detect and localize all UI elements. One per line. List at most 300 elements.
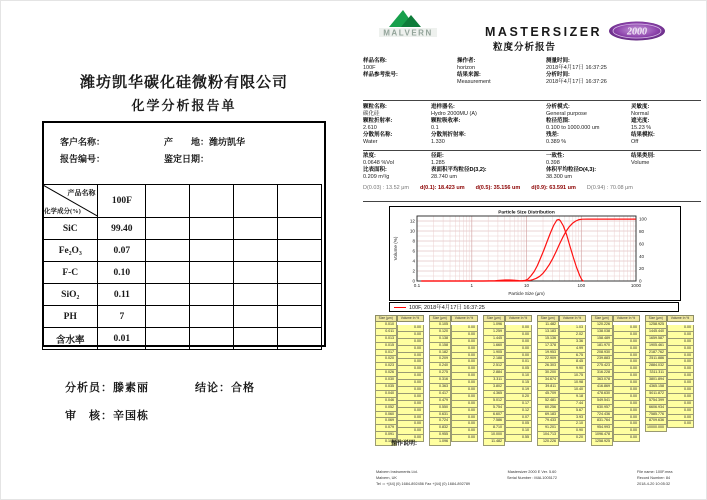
size-cell: 0.010	[375, 322, 397, 329]
volume-cell: 0.00	[397, 415, 424, 422]
svg-text:80: 80	[639, 229, 645, 235]
chemical-report-page	[1, 1, 357, 500]
volume-cell: 0.00	[451, 428, 478, 435]
size-cell: 4365.158	[645, 384, 667, 391]
size-cell: 0.417	[429, 391, 451, 398]
svg-text:Volume (%): Volume (%)	[393, 236, 398, 261]
volume-cell: 0.90	[559, 428, 586, 435]
volume-cell: 0.00	[451, 394, 478, 401]
size-cell: 416.869	[591, 384, 613, 391]
param-cell: 分散剂名称: Water	[363, 132, 393, 145]
size-cell: 0.120	[429, 329, 451, 336]
percentile-value: d(0.5): 35.156 um	[475, 185, 521, 191]
footer-line: Malvern, UK	[376, 476, 397, 481]
malvern-logo-icon	[377, 6, 441, 40]
volume-cell: 10.75	[559, 373, 586, 380]
volume-cell: 0.05	[505, 366, 532, 373]
svg-text:Particle Size Distribution: Particle Size Distribution	[498, 210, 555, 216]
mastersizer-title: MASTERSIZER	[485, 25, 603, 39]
svg-text:10: 10	[409, 228, 415, 234]
size-cell: 158.489	[591, 336, 613, 343]
size-cell: 0.275	[429, 370, 451, 377]
size-cell: 0.631	[429, 412, 451, 419]
svg-text:8: 8	[412, 238, 415, 244]
svg-text:MALVERN: MALVERN	[383, 28, 433, 38]
size-cell: 0.105	[375, 439, 397, 446]
size-cell: 831.764	[591, 418, 613, 425]
param-cell: 进样器名: Hydro 2000MU (A)	[431, 104, 477, 117]
volume-cell: 0.10	[505, 373, 532, 380]
size-cell: 5754.399	[645, 398, 667, 405]
report-title: 化学分析报告单	[131, 98, 237, 113]
size-cell: 2.884	[483, 370, 505, 377]
volume-cell: 0.00	[397, 428, 424, 435]
svg-text:0.1: 0.1	[413, 283, 421, 288]
size-cell: 0.040	[375, 391, 397, 398]
size-cell: 39.811	[537, 384, 559, 391]
volume-cell: 9.18	[559, 394, 586, 401]
percentile-value: D(0.03) : 13.52 μm	[363, 185, 409, 191]
volume-cell: 0.00	[451, 353, 478, 360]
param-row	[363, 72, 703, 86]
size-cell: 52.481	[537, 398, 559, 405]
size-cell: 5011.872	[645, 391, 667, 398]
size-cell: 0.091	[375, 432, 397, 439]
volume-cell: 0.00	[397, 325, 424, 332]
svg-text:100: 100	[577, 283, 586, 288]
param-cell: 结果模拟: Off	[631, 132, 655, 145]
table-row: PH 7	[43, 306, 322, 328]
svg-text:4: 4	[412, 258, 415, 264]
volume-cell: 0.00	[397, 339, 424, 346]
size-cell: 954.993	[591, 425, 613, 432]
size-cell: 724.436	[591, 412, 613, 419]
size-cell: 0.479	[429, 398, 451, 405]
volume-cell: 2.10	[559, 421, 586, 428]
size-cell: 2884.032	[645, 363, 667, 370]
volume-cell: 0.00	[613, 353, 640, 360]
volume-cell: 0.00	[613, 346, 640, 353]
size-cell: 1.660	[483, 343, 505, 350]
reviewer-signature: 审 核：辛国栋	[65, 410, 149, 422]
volume-cell: 0.00	[397, 387, 424, 394]
param-cell: 表面积平均粒径D(3,2): 28.740 um	[431, 167, 487, 180]
volume-cell: 0.00	[613, 373, 640, 380]
param-cell: 粒径范围: 0.100 to 1000.000 um	[546, 118, 600, 131]
size-cell: 1905.461	[645, 343, 667, 350]
volume-cell: 10.98	[559, 380, 586, 387]
size-cell: 120.226	[537, 439, 559, 446]
size-cell: 0.035	[375, 384, 397, 391]
footer-instrument	[507, 469, 557, 481]
size-cell: 0.017	[375, 350, 397, 357]
volume-cell: 8.45	[559, 359, 586, 366]
param-cell: 颗粒折射率: 2.610	[363, 118, 393, 131]
size-cell: 549.541	[591, 398, 613, 405]
volume-cell: 0.05	[505, 421, 532, 428]
mastersizer-2000-logo	[607, 20, 667, 42]
size-cell: 138.038	[591, 329, 613, 336]
size-cell: 0.240	[429, 363, 451, 370]
psd-chart-svg	[390, 207, 678, 297]
volume-cell: 0.00	[451, 421, 478, 428]
size-cell: 1258.925	[645, 322, 667, 329]
size-cell: 363.078	[591, 377, 613, 384]
size-cell: 0.026	[375, 370, 397, 377]
divider	[363, 150, 701, 151]
volume-cell: 0.12	[505, 408, 532, 415]
param-cell: 遮光度: 15.23 %	[631, 118, 652, 131]
footer-line: Tel := +[44] (0) 1684-892456 Fax +[44] (0) 1684-892789	[376, 482, 471, 487]
volume-cell: 0.00	[451, 435, 478, 442]
product-name-cell: 100F	[98, 185, 146, 218]
size-cell: 0.182	[429, 350, 451, 357]
size-table-group: Size (µm) 1.096 1.259 1.445 1.660 1.905 2.188 2.512 2.884 3.311 3.802 4.365 5.012 5.754 6.607 7.586 8.710 10.000 11.482 Volume In % 0.00 0.00 0.00 0.00 0.00 0.01 0.05 0.10 0.15 0.19 0.20 0.17 0.12 0.07 0.05 0.10 0.55	[483, 315, 532, 446]
size-cell: 11.482	[537, 322, 559, 329]
percentile-line	[363, 185, 701, 191]
size-cell: 0.079	[375, 425, 397, 432]
size-cell: 316.228	[591, 370, 613, 377]
size-cell: 8709.636	[645, 418, 667, 425]
svg-text:12: 12	[409, 218, 415, 224]
mastersizer-report-page	[357, 1, 707, 500]
size-cell: 45.709	[537, 391, 559, 398]
volume-cell: 0.00	[667, 415, 694, 422]
param-row	[363, 104, 703, 118]
size-cell: 239.883	[591, 356, 613, 363]
size-cell: 120.226	[591, 322, 613, 329]
size-cell: 1.905	[483, 350, 505, 357]
size-cell: 104.713	[537, 432, 559, 439]
customer-name-label: 客户名称：	[60, 137, 106, 147]
table-row: 含水率 0.01	[43, 328, 322, 350]
volume-cell: 0.00	[397, 353, 424, 360]
volume-cell: 0.00	[613, 415, 640, 422]
size-cell: 0.060	[375, 412, 397, 419]
volume-cell: 0.00	[667, 366, 694, 373]
volume-cell: 0.00	[613, 421, 640, 428]
conclusion: 结论：合格	[195, 382, 255, 394]
param-cell: 残差: 0.389 %	[546, 132, 567, 145]
size-cell: 91.201	[537, 425, 559, 432]
volume-cell: 0.00	[397, 435, 424, 442]
size-cell: 2511.886	[645, 356, 667, 363]
size-table-group: Size (µm) 11.482 13.183 15.136 17.378 19.953 22.909 26.303 30.200 34.674 39.811 45.709 52.481 60.256 69.183 79.433 91.201 104.713 120.226 Volume In % 1.03 2.02 3.36 4.99 6.75 8.45 9.90 10.75 10.98 10.40 9.18 7.44 5.67 3.93 2.10 0.90 0.20	[537, 315, 586, 446]
volume-cell: 0.00	[451, 373, 478, 380]
legend-line-sample	[394, 307, 406, 308]
volume-cell: 0.00	[667, 394, 694, 401]
param-cell: 颗粒名称: 碳化硅	[363, 104, 387, 117]
volume-cell: 0.15	[505, 380, 532, 387]
size-cell: 15.136	[537, 336, 559, 343]
size-cell: 2187.762	[645, 350, 667, 357]
size-cell: 7.586	[483, 418, 505, 425]
svg-text:0: 0	[639, 278, 642, 284]
size-cell: 0.069	[375, 418, 397, 425]
size-cell: 0.209	[429, 356, 451, 363]
param-cell: 分散剂折射率: 1.330	[431, 132, 466, 145]
table-row: SiC 99.40	[43, 218, 322, 240]
volume-cell: 7.44	[559, 401, 586, 408]
size-cell: 0.030	[375, 377, 397, 384]
svg-text:2: 2	[412, 268, 415, 274]
volume-cell: 0.00	[613, 359, 640, 366]
volume-cell: 0.00	[613, 380, 640, 387]
size-cell: 10000.000	[645, 425, 667, 432]
divider	[363, 201, 701, 202]
volume-cell: 0.00	[667, 380, 694, 387]
volume-cell: 0.00	[451, 332, 478, 339]
volume-cell: 0.00	[667, 401, 694, 408]
size-cell: 0.724	[429, 418, 451, 425]
volume-cell: 0.10	[505, 428, 532, 435]
volume-cell: 0.00	[667, 339, 694, 346]
param-cell: 比表面积: 0.209 m²/g	[363, 167, 390, 180]
volume-cell: 0.00	[613, 394, 640, 401]
volume-cell: 0.55	[505, 435, 532, 442]
size-cell: 208.930	[591, 350, 613, 357]
size-cell: 8.710	[483, 425, 505, 432]
volume-cell: 0.00	[613, 366, 640, 373]
size-cell: 0.955	[429, 432, 451, 439]
volume-cell: 0.00	[613, 339, 640, 346]
size-cell: 60.256	[537, 405, 559, 412]
volume-cell: 0.00	[397, 346, 424, 353]
volume-cell: 10.40	[559, 387, 586, 394]
volume-cell: 4.99	[559, 346, 586, 353]
svg-text:1: 1	[470, 283, 474, 288]
volume-cell: 0.00	[451, 387, 478, 394]
size-cell: 22.909	[537, 356, 559, 363]
param-cell: 颗粒吸收率: 0.1	[431, 118, 461, 131]
footer-line: File name: 100F.mea	[637, 470, 673, 474]
size-cell: 478.630	[591, 391, 613, 398]
size-cell: 10.000	[483, 432, 505, 439]
volume-cell: 0.20	[505, 394, 532, 401]
volume-cell: 0.00	[451, 339, 478, 346]
size-cell: 3801.894	[645, 377, 667, 384]
size-cell: 0.158	[429, 343, 451, 350]
volume-cell: 0.00	[505, 325, 532, 332]
size-cell: 275.423	[591, 363, 613, 370]
param-cell: 结果来源: Measurement	[457, 72, 491, 85]
footer-line: Mastersizer 2000 E Ver. 5.60	[507, 470, 557, 474]
size-cell: 79.433	[537, 418, 559, 425]
volume-cell: 0.00	[505, 339, 532, 346]
svg-text:40: 40	[639, 253, 645, 259]
param-cell: 分析模式: General purpose	[546, 104, 587, 117]
param-cell: 结果类别: Volume	[631, 153, 655, 166]
param-cell: 灵敏度: Normal	[631, 104, 650, 117]
size-cell: 0.550	[429, 405, 451, 412]
size-table-group: Size (µm) 0.105 0.120 0.138 0.158 0.182 0.209 0.240 0.275 0.316 0.363 0.417 0.479 0.550 0.631 0.724 0.832 0.955 1.096 Volume In % 0.00 0.00 0.00 0.00 0.00 0.00 0.00 0.00 0.00 0.00 0.00 0.00 0.00 0.00 0.00 0.00 0.00	[429, 315, 478, 446]
size-cell: 3.311	[483, 377, 505, 384]
volume-cell: 0.00	[613, 428, 640, 435]
volume-cell: 0.00	[667, 325, 694, 332]
param-cell: 一致性: 0.398	[546, 153, 565, 166]
size-cell: 0.105	[429, 322, 451, 329]
volume-cell: 0.00	[613, 332, 640, 339]
size-cell: 181.970	[591, 343, 613, 350]
volume-cell: 0.00	[667, 353, 694, 360]
svg-text:2000: 2000	[627, 26, 647, 38]
volume-cell: 0.00	[451, 415, 478, 422]
svg-text:1000: 1000	[630, 283, 642, 288]
volume-cell: 0.00	[397, 359, 424, 366]
size-cell: 5.754	[483, 405, 505, 412]
volume-cell: 0.00	[451, 408, 478, 415]
size-cell: 13.183	[537, 329, 559, 336]
origin-field: 产 地：潍坊凯华	[164, 137, 246, 147]
size-cell: 11.482	[483, 439, 505, 446]
size-cell: 1096.478	[591, 432, 613, 439]
param-cell: 径距: 1.285	[431, 153, 445, 166]
volume-cell: 0.00	[397, 332, 424, 339]
param-row	[363, 118, 703, 132]
size-table-group: Size (µm) 120.226 138.038 158.489 181.970 208.930 239.883 275.423 316.228 363.078 416.869 478.630 549.541 630.957 724.436 831.764 954.993 1096.478 1258.925 Volume In % 0.00 0.00 0.00 0.00 0.00 0.00 0.00 0.00 0.00 0.00 0.00 0.00 0.00 0.00 0.00 0.00 0.00	[591, 315, 640, 446]
volume-cell: 0.17	[505, 401, 532, 408]
param-cell: 测量时间: 2018年4月17日 16:37:25	[546, 58, 607, 71]
table-row: SiO₂ 0.11	[43, 284, 322, 306]
size-cell: 0.013	[375, 336, 397, 343]
size-cell: 1659.587	[645, 336, 667, 343]
volume-cell: 0.00	[451, 366, 478, 373]
footer-line: 2018-4-20 10:05:32	[637, 482, 671, 487]
svg-text:Particle Size (µm): Particle Size (µm)	[508, 291, 545, 296]
size-cell: 2.188	[483, 356, 505, 363]
size-cell: 6606.934	[645, 405, 667, 412]
size-cell: 1.096	[429, 439, 451, 446]
volume-cell: 1.03	[559, 325, 586, 332]
size-cell: 1.096	[483, 322, 505, 329]
size-cell: 7585.776	[645, 412, 667, 419]
size-cell: 0.316	[429, 377, 451, 384]
param-row	[363, 132, 703, 146]
footer-line: Record Number: 84	[637, 476, 671, 481]
percentile-value: D(0.94) : 70.08 μm	[586, 185, 633, 191]
volume-cell: 0.00	[613, 408, 640, 415]
volume-cell: 3.36	[559, 339, 586, 346]
size-cell: 0.023	[375, 363, 397, 370]
svg-text:20: 20	[639, 266, 645, 272]
volume-cell: 0.00	[613, 401, 640, 408]
volume-cell: 0.00	[451, 380, 478, 387]
volume-cell: 0.00	[397, 380, 424, 387]
size-cell: 630.957	[591, 405, 613, 412]
volume-cell: 0.00	[505, 332, 532, 339]
volume-cell: 0.00	[667, 359, 694, 366]
param-cell: 浓度: 0.0648 %Vol	[363, 153, 394, 166]
size-cell: 34.674	[537, 377, 559, 384]
volume-cell: 0.00	[613, 387, 640, 394]
volume-cell: 0.20	[559, 435, 586, 442]
param-cell: 体积平均粒径D(4,3): 38.300 um	[546, 167, 597, 180]
footer-file-info	[637, 469, 672, 487]
size-cell: 1.445	[483, 336, 505, 343]
volume-cell: 0.00	[451, 401, 478, 408]
size-cell: 0.363	[429, 384, 451, 391]
size-cell: 0.052	[375, 405, 397, 412]
volume-cell: 0.00	[667, 387, 694, 394]
param-cell: 样品名称: 100F	[363, 58, 387, 71]
size-distribution-table	[375, 315, 694, 446]
report-table-box	[42, 121, 326, 347]
size-cell: 69.183	[537, 412, 559, 419]
legend-label: 100F, 2018年4月17日 16:37:25	[409, 305, 485, 311]
volume-cell: 0.00	[397, 421, 424, 428]
size-cell: 3.802	[483, 384, 505, 391]
volume-cell: 0.00	[451, 325, 478, 332]
volume-cell: 0.00	[613, 435, 640, 442]
size-table-group: Size (µm) 1258.925 1445.440 1659.587 1905.461 2187.762 2511.886 2884.032 3311.311 3801.894 4365.158 5011.872 5754.399 6606.934 7585.776 8709.636 10000.000 Volume In % 0.00 0.00 0.00 0.00 0.00 0.00 0.00 0.00 0.00 0.00 0.00 0.00 0.00 0.00 0.00	[645, 315, 694, 446]
volume-cell: 9.90	[559, 366, 586, 373]
size-cell: 17.378	[537, 343, 559, 350]
volume-cell: 0.07	[505, 415, 532, 422]
volume-cell: 0.00	[667, 346, 694, 353]
size-cell: 3311.311	[645, 370, 667, 377]
volume-cell: 0.00	[397, 401, 424, 408]
size-cell: 30.200	[537, 370, 559, 377]
table-header-row	[43, 185, 322, 218]
volume-cell: 2.02	[559, 332, 586, 339]
psd-chart	[389, 206, 681, 301]
table-row: Fe₂O₃ 0.07	[43, 240, 322, 262]
size-cell: 2.512	[483, 363, 505, 370]
percentile-value: d(0.9): 63.591 um	[531, 185, 576, 191]
percentile-value: d(0.1): 18.423 um	[419, 185, 465, 191]
param-row	[363, 153, 703, 167]
volume-cell: 0.00	[451, 359, 478, 366]
svg-text:100: 100	[639, 216, 647, 222]
svg-text:60: 60	[639, 241, 645, 247]
analyst-signature: 分析员：滕素丽	[65, 382, 149, 394]
table-row: F-C 0.10	[43, 262, 322, 284]
param-row	[363, 167, 703, 181]
operation-notes-label: 操作说明:	[391, 441, 417, 447]
volume-cell: 3.93	[559, 415, 586, 422]
volume-cell: 0.00	[397, 366, 424, 373]
size-cell: 0.046	[375, 398, 397, 405]
param-cell: 样品参考批号:	[363, 72, 398, 78]
date-label: 鉴定日期：	[164, 154, 210, 164]
svg-text:10: 10	[523, 283, 530, 288]
size-cell: 1.259	[483, 329, 505, 336]
size-cell: 19.953	[537, 350, 559, 357]
size-cell: 1258.925	[591, 439, 613, 446]
volume-cell: 0.00	[667, 373, 694, 380]
volume-cell: 0.00	[505, 346, 532, 353]
size-cell: 5.012	[483, 398, 505, 405]
param-cell: 操作者: horizon	[457, 58, 476, 71]
volume-cell: 0.00	[613, 325, 640, 332]
size-cell: 6.607	[483, 412, 505, 419]
volume-cell: 0.00	[667, 332, 694, 339]
size-cell: 26.303	[537, 363, 559, 370]
footer-address	[376, 469, 470, 487]
divider	[363, 100, 701, 101]
param-row	[363, 58, 703, 72]
report-no-label: 报告编号：	[60, 154, 106, 164]
volume-cell: 0.19	[505, 387, 532, 394]
diagonal-header-cell: 产品名称 化学成分(%)	[43, 185, 98, 218]
chem-composition-table	[42, 184, 322, 350]
volume-cell: 0.00	[397, 408, 424, 415]
footer-line: Serial Number : MAL1005172	[507, 476, 558, 481]
volume-cell: 0.00	[667, 408, 694, 415]
volume-cell: 5.67	[559, 408, 586, 415]
size-cell: 0.020	[375, 356, 397, 363]
volume-cell: 0.00	[451, 346, 478, 353]
